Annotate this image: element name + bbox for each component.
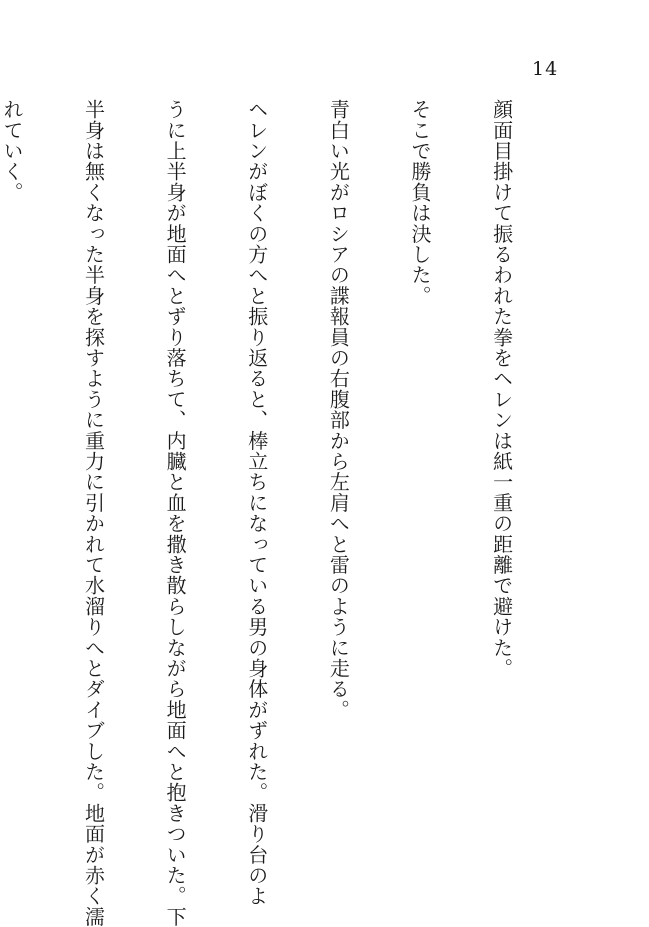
page-number: 14	[532, 58, 559, 80]
text-line: ヘレンがぼくの方へと振り返ると、棒立ちになっている男の身体がずれた。滑り台のよ	[244, 99, 269, 907]
text-line: うに上半身が地面へとずり落ちて、内臓と血を撒き散らしながら地面へと抱きついた。下	[163, 99, 188, 927]
body-text	[0, 99, 569, 927]
text-line: 顔面目掛けて振るわれた拳をヘレンは紙一重の距離で避けた。	[489, 99, 514, 679]
text-line: 青白い光がロシアの諜報員の右腹部から左肩へと雷のように走る。	[326, 99, 351, 720]
text-line: そこで勝負は決した。	[407, 99, 432, 306]
text-line: れていく。	[0, 99, 24, 203]
text-line: 半身は無くなった半身を探すように重力に引かれて水溜りへとダイブした。地面が赤く濡	[81, 99, 106, 927]
